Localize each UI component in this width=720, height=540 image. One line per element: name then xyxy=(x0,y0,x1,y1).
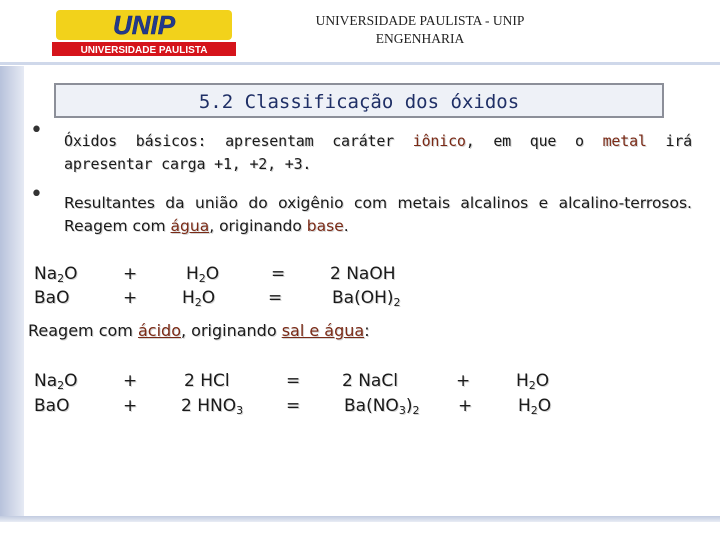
institution-name: UNIVERSIDADE PAULISTA - UNIP xyxy=(315,13,525,28)
plus-sign: + xyxy=(458,396,473,416)
header-divider xyxy=(0,62,720,65)
text-segment: , originando xyxy=(180,321,282,340)
text-segment: Óxidos básicos: apresentam caráter xyxy=(64,132,413,150)
plus-sign: + xyxy=(123,371,138,391)
text-segment: Resultantes da união do oxigênio com metais alcalinos e alcalino-terrosos. Reagem com xyxy=(64,194,692,235)
bullet-paragraph-2 xyxy=(64,192,692,238)
highlight-term: sal e água xyxy=(281,321,365,340)
equals-sign: = xyxy=(286,371,301,391)
course-name: ENGENHARIA xyxy=(375,31,465,46)
text-segment: . xyxy=(343,217,349,235)
water-formula: $H_2O$ xyxy=(516,371,550,392)
acid-formula: 2 $HNO_3$ xyxy=(181,396,244,417)
bullet-paragraph-1 xyxy=(64,130,692,176)
equals-sign: = xyxy=(268,288,283,308)
oxide-formula: BaO xyxy=(34,396,70,416)
plus-sign: + xyxy=(456,371,471,391)
logo-text: UNIP xyxy=(112,10,176,40)
plus-sign: + xyxy=(123,264,138,284)
unip-logo xyxy=(48,6,240,58)
text-segment: irá apresentar carga +1, +2, +3. xyxy=(64,132,692,173)
equals-sign: = xyxy=(286,396,301,416)
water-formula: $H_2O$ xyxy=(182,288,216,309)
equals-sign: = xyxy=(271,264,286,284)
product-formula: 2 NaOH xyxy=(330,264,396,284)
bullet-dot: • xyxy=(30,118,43,143)
bullet-dot: • xyxy=(30,182,43,207)
logo-subtext: UNIVERSIDADE PAULISTA xyxy=(80,45,208,56)
highlight-term: metal xyxy=(602,132,647,150)
plus-sign: + xyxy=(123,396,138,416)
highlight-term: ácido xyxy=(137,321,181,340)
slide-title: 5.2 Classificação dos óxidos xyxy=(198,91,520,113)
highlight-term: água xyxy=(170,217,210,235)
acid-reaction-sentence xyxy=(28,321,370,340)
oxide-formula: $Na_2O$ xyxy=(34,371,78,392)
text-segment: , em que o xyxy=(465,132,603,150)
text-segment: : xyxy=(364,321,370,340)
water-formula: $H_2O$ xyxy=(186,264,220,285)
bottom-decorative-bar xyxy=(0,516,720,522)
plus-sign: + xyxy=(123,288,138,308)
highlight-term: base xyxy=(306,217,344,235)
salt-formula: $Ba(NO_3)_2$ xyxy=(344,396,420,417)
product-formula: $Ba(OH)_2$ xyxy=(332,288,401,309)
water-formula: $H_2O$ xyxy=(518,396,552,417)
salt-formula: 2 NaCl xyxy=(342,371,398,391)
institution-header xyxy=(270,12,570,48)
text-segment: Reagem com xyxy=(28,321,138,340)
highlight-term: iônico xyxy=(412,132,466,150)
title-box xyxy=(54,83,664,118)
text-segment: , originando xyxy=(209,217,307,235)
left-decorative-bar xyxy=(0,66,24,522)
acid-formula: 2 HCl xyxy=(184,371,230,391)
oxide-formula: BaO xyxy=(34,288,70,308)
oxide-formula: $Na_2O$ xyxy=(34,264,78,285)
